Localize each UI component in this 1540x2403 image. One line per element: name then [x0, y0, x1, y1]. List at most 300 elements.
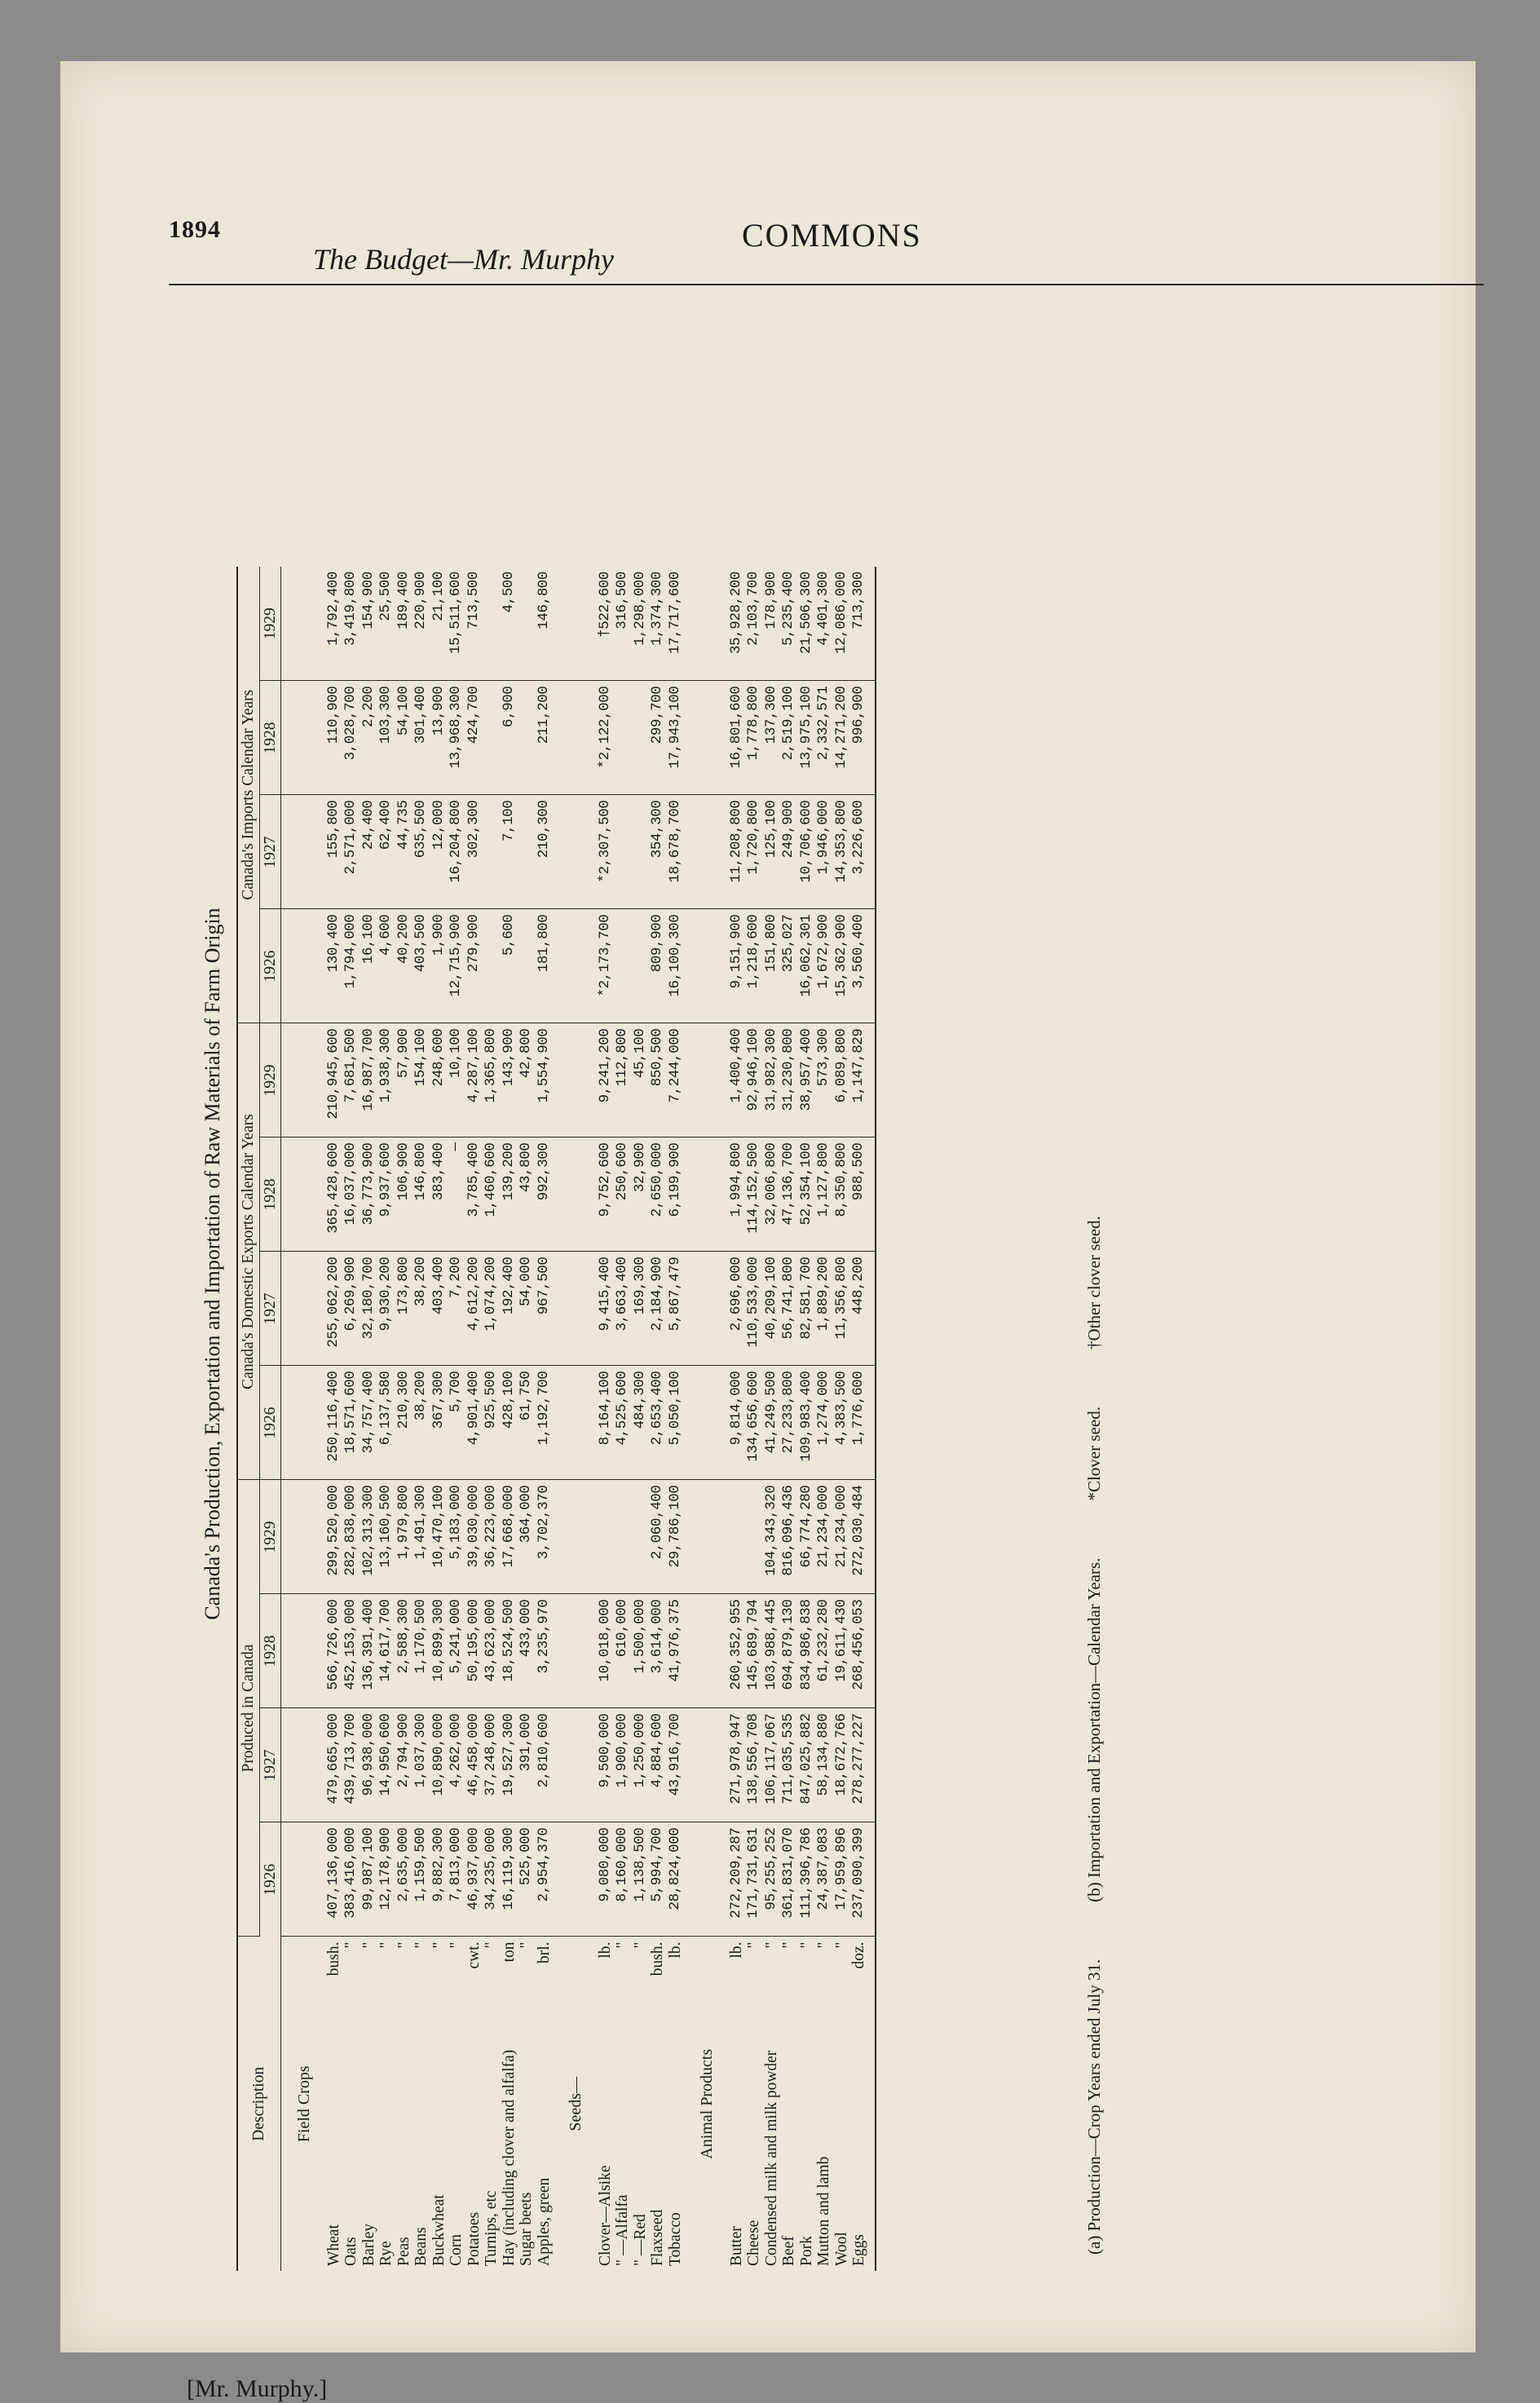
row-unit: ": [815, 1941, 832, 1949]
row-unit: doz.: [850, 1937, 876, 1986]
cell-produced: 260,352,955: [728, 1594, 746, 1708]
header-produced: Produced in Canada: [237, 1480, 259, 1937]
cell-exports: 38,200: [413, 1366, 430, 1480]
cell-produced: 566,726,000: [325, 1594, 343, 1708]
cell-produced: 1,491,300: [413, 1480, 430, 1594]
cell-produced: 5,183,000: [448, 1480, 466, 1594]
cell-exports: 47,136,700: [780, 1137, 798, 1252]
cell-imports: 13,968,300: [448, 681, 466, 795]
row-unit: cwt.: [465, 1941, 483, 1969]
cell-imports: 3,028,700: [342, 681, 360, 795]
speaker-tag: [Mr. Murphy.]: [187, 2375, 328, 2402]
cell-imports: [614, 909, 632, 1023]
row-description: Corn: [448, 2234, 465, 2266]
footnote: †Other clover seed.: [1084, 1216, 1104, 1350]
cell-imports: [518, 681, 536, 795]
cell-imports: [632, 681, 650, 795]
cell-exports: 27,233,800: [780, 1366, 798, 1480]
cell-exports: 11,356,800: [833, 1252, 851, 1366]
cell-exports: 92,946,100: [745, 1023, 763, 1137]
cell-imports: 13,900: [430, 681, 448, 795]
row-unit: ": [631, 1941, 649, 1949]
cell-imports: [614, 681, 632, 795]
cell-exports: 56,741,800: [780, 1252, 798, 1366]
section-spacer-cell: [684, 1252, 728, 1366]
section-spacer-cell: [684, 1822, 728, 1937]
cell-exports: —: [448, 1137, 466, 1252]
cell-imports: 178,900: [763, 567, 781, 681]
cell-produced: 272,030,484: [850, 1480, 876, 1594]
table-row: [430, 567, 448, 2271]
header-year-exports: 1929: [259, 1023, 281, 1137]
cell-imports: 16,100: [360, 909, 378, 1023]
cell-imports: 1,794,000: [342, 909, 360, 1023]
cell-exports: 42,800: [518, 1023, 536, 1137]
cell-exports: 54,000: [518, 1252, 536, 1366]
cell-exports: 169,300: [632, 1252, 650, 1366]
cell-exports: 82,581,700: [798, 1252, 816, 1366]
cell-imports: 1,218,600: [745, 909, 763, 1023]
cell-produced: 1,170,500: [413, 1594, 430, 1708]
cell-produced: 816,096,436: [780, 1480, 798, 1594]
cell-imports: 2,332,571: [815, 681, 833, 795]
cell-produced: 1,159,500: [413, 1822, 430, 1937]
cell-produced: 10,890,000: [430, 1708, 448, 1822]
row-description: Wool: [832, 2232, 850, 2266]
cell-exports: 850,500: [649, 1023, 667, 1137]
row-description: " —Alfalfa: [614, 2194, 631, 2266]
section-spacer-cell: [553, 1594, 597, 1708]
table-row: [833, 567, 851, 2271]
cell-exports: 16,987,700: [360, 1023, 378, 1137]
row-description: Oats: [342, 2237, 360, 2266]
cell-exports: 41,249,500: [763, 1366, 781, 1480]
row-unit: ": [745, 1941, 762, 1949]
cell-imports: 12,086,000: [833, 567, 851, 681]
section-spacer-cell: [553, 1708, 597, 1822]
cell-imports: 110,900: [325, 681, 343, 795]
table-row: [745, 567, 763, 2271]
cell-produced: 10,470,100: [430, 1480, 448, 1594]
table-row: [780, 567, 798, 2271]
row-unit: ": [832, 1941, 850, 1949]
cell-exports: 250,600: [614, 1137, 632, 1252]
cell-exports: 16,037,000: [342, 1137, 360, 1252]
section-spacer-cell: [553, 1366, 597, 1480]
cell-imports: 299,700: [649, 681, 667, 795]
table-row: [448, 567, 466, 2271]
cell-imports: 16,100,300: [667, 909, 685, 1023]
row-description: Hay (including clover and alfalfa): [500, 2049, 518, 2266]
cell-imports: [518, 909, 536, 1023]
cell-produced: 21,234,000: [833, 1480, 851, 1594]
cell-produced: 36,223,000: [483, 1480, 501, 1594]
cell-produced: 21,234,000: [815, 1480, 833, 1594]
cell-imports: 125,100: [763, 795, 781, 909]
section-row: [684, 567, 728, 2271]
house-heading: COMMONS: [742, 217, 922, 254]
row-unit: ": [430, 1941, 448, 1949]
cell-produced: 24,387,083: [815, 1822, 833, 1937]
cell-imports: 354,300: [649, 795, 667, 909]
section-spacer-cell: [684, 1480, 728, 1594]
header-imports: Canada's Imports Calendar Years: [237, 567, 259, 1023]
cell-produced: [597, 1480, 615, 1594]
cell-exports: 2,696,000: [728, 1252, 746, 1366]
cell-imports: 103,300: [377, 681, 395, 795]
cell-exports: 139,200: [501, 1137, 518, 1252]
cell-exports: 32,900: [632, 1137, 650, 1252]
cell-exports: 52,354,100: [798, 1137, 816, 1252]
cell-imports: 154,900: [360, 567, 378, 681]
cell-imports: 1,778,800: [745, 681, 763, 795]
cell-exports: 9,415,400: [597, 1252, 615, 1366]
section-spacer-cell: [684, 1594, 728, 1708]
cell-imports: 424,700: [466, 681, 483, 795]
cell-produced: [745, 1480, 763, 1594]
cell-exports: 38,957,400: [798, 1023, 816, 1137]
row-description: Rye: [377, 2241, 395, 2266]
row-unit: ": [614, 1941, 631, 1949]
cell-produced: 37,248,000: [483, 1708, 501, 1822]
table-caption: Canada's Production, Exportation and Importation of Raw Materials of Farm Origin: [201, 908, 224, 1620]
cell-produced: 46,458,000: [466, 1708, 483, 1822]
cell-imports: 3,226,600: [850, 795, 876, 909]
table-footnotes: [1084, 265, 1105, 2255]
cell-imports: 713,300: [850, 567, 876, 681]
cell-exports: 255,062,200: [325, 1252, 343, 1366]
cell-produced: 834,986,838: [798, 1594, 816, 1708]
section-spacer-cell: [684, 1366, 728, 1480]
cell-produced: 5,994,700: [649, 1822, 667, 1937]
cell-produced: 4,884,600: [649, 1708, 667, 1822]
section-spacer-cell: [281, 909, 325, 1023]
cell-exports: 367,300: [430, 1366, 448, 1480]
header-year-produced: 1927: [259, 1708, 281, 1822]
cell-exports: 1,127,800: [815, 1137, 833, 1252]
cell-produced: 1,500,000: [632, 1594, 650, 1708]
table-row: [325, 567, 343, 2271]
cell-exports: 448,200: [850, 1252, 876, 1366]
row-unit: brl.: [535, 1941, 553, 1964]
page-number: 1894: [169, 216, 221, 243]
row-description: Potatoes: [465, 2211, 483, 2266]
section-spacer-cell: [553, 567, 597, 681]
cell-produced: 138,556,708: [745, 1708, 763, 1822]
cell-produced: 9,882,300: [430, 1822, 448, 1937]
row-unit: lb.: [727, 1941, 745, 1959]
cell-imports: 4,600: [377, 909, 395, 1023]
table-row: [466, 567, 483, 2271]
cell-produced: 3,235,970: [536, 1594, 554, 1708]
row-unit: lb.: [596, 1941, 614, 1959]
section-spacer-cell: [684, 1023, 728, 1137]
cell-exports: 9,814,000: [728, 1366, 746, 1480]
cell-imports: 11,208,800: [728, 795, 746, 909]
cell-produced: 1,979,800: [395, 1480, 413, 1594]
table-row: [377, 567, 395, 2271]
table-row: [614, 567, 632, 2271]
cell-produced: 711,035,535: [780, 1708, 798, 1822]
cell-produced: 2,060,400: [649, 1480, 667, 1594]
cell-produced: 694,879,130: [780, 1594, 798, 1708]
cell-imports: 146,800: [536, 567, 554, 681]
row-description: Wheat: [324, 2224, 342, 2266]
cell-imports: 1,374,300: [649, 567, 667, 681]
header-description: Description: [237, 1937, 281, 2271]
rotated-table-block: [201, 257, 1141, 2271]
cell-imports: 210,300: [536, 795, 554, 909]
cell-exports: 1,274,000: [815, 1366, 833, 1480]
header-exports: Canada's Domestic Exports Calendar Years: [237, 1023, 259, 1480]
row-description: Clover—Alsike: [596, 2165, 614, 2266]
cell-exports: 18,571,600: [342, 1366, 360, 1480]
cell-exports: 9,930,200: [377, 1252, 395, 1366]
row-unit: ": [762, 1941, 780, 1949]
cell-exports: 38,200: [413, 1252, 430, 1366]
cell-produced: 278,277,227: [850, 1708, 876, 1822]
cell-produced: 50,195,000: [466, 1594, 483, 1708]
cell-exports: 40,209,100: [763, 1252, 781, 1366]
cell-produced: 9,500,000: [597, 1708, 615, 1822]
cell-exports: 248,600: [430, 1023, 448, 1137]
cell-produced: 136,391,400: [360, 1594, 378, 1708]
table-row: [360, 567, 378, 2271]
row-description: Eggs: [850, 1986, 876, 2271]
row-description: Peas: [395, 2237, 413, 2266]
header-year-exports: 1928: [259, 1137, 281, 1252]
cell-exports: 173,800: [395, 1252, 413, 1366]
cell-exports: 9,937,600: [377, 1137, 395, 1252]
cell-imports: 279,900: [466, 909, 483, 1023]
section-spacer-cell: [553, 1822, 597, 1937]
cell-produced: 2,954,370: [536, 1822, 554, 1937]
cell-imports: 7,100: [501, 795, 518, 909]
cell-exports: 7,200: [448, 1252, 466, 1366]
cell-produced: 39,030,000: [466, 1480, 483, 1594]
row-description: Condensed milk and milk powder: [762, 2050, 780, 2266]
cell-produced: 111,396,786: [798, 1822, 816, 1937]
cell-imports: 16,204,800: [448, 795, 466, 909]
cell-exports: 1,400,400: [728, 1023, 746, 1137]
cell-produced: 847,025,882: [798, 1708, 816, 1822]
row-description: Buckwheat: [430, 2194, 448, 2266]
cell-exports: 9,752,600: [597, 1137, 615, 1252]
cell-exports: 3,785,400: [466, 1137, 483, 1252]
cell-imports: 16,062,301: [798, 909, 816, 1023]
cell-exports: 383,400: [430, 1137, 448, 1252]
cell-exports: 403,400: [430, 1252, 448, 1366]
cell-produced: 14,617,700: [377, 1594, 395, 1708]
cell-exports: 9,241,200: [597, 1023, 615, 1137]
table-row: [483, 567, 501, 2271]
cell-produced: 14,950,600: [377, 1708, 395, 1822]
cell-produced: 479,665,000: [325, 1708, 343, 1822]
header-year-imports: 1929: [259, 567, 281, 681]
cell-produced: 3,702,370: [536, 1480, 554, 1594]
cell-exports: 6,269,900: [342, 1252, 360, 1366]
cell-produced: 19,611,430: [833, 1594, 851, 1708]
cell-produced: 102,313,300: [360, 1480, 378, 1594]
section-spacer-cell: [553, 1137, 597, 1252]
cell-produced: 58,134,880: [815, 1708, 833, 1822]
cell-produced: 364,000: [518, 1480, 536, 1594]
cell-imports: [483, 567, 501, 681]
header-year-imports: 1927: [259, 795, 281, 909]
cell-imports: 18,678,700: [667, 795, 685, 909]
cell-imports: 249,900: [780, 795, 798, 909]
cell-exports: 45,100: [632, 1023, 650, 1137]
cell-imports: 1,946,000: [815, 795, 833, 909]
cell-exports: 1,994,800: [728, 1137, 746, 1252]
cell-imports: 10,706,600: [798, 795, 816, 909]
cell-imports: *2,173,700: [597, 909, 615, 1023]
cell-imports: 301,400: [413, 681, 430, 795]
cell-imports: 44,735: [395, 795, 413, 909]
footnote: (b) Importation and Exportation—Calendar Years.: [1084, 1557, 1104, 1902]
row-description: Beef: [780, 2236, 797, 2266]
cell-produced: 2,794,900: [395, 1708, 413, 1822]
cell-exports: 112,800: [614, 1023, 632, 1137]
cell-imports: 21,100: [430, 567, 448, 681]
cell-exports: 4,383,500: [833, 1366, 851, 1480]
cell-exports: 7,681,500: [342, 1023, 360, 1137]
header-year-produced: 1929: [259, 1480, 281, 1594]
section-row: [281, 567, 325, 2271]
cell-imports: 220,900: [413, 567, 430, 681]
cell-exports: 36,773,900: [360, 1137, 378, 1252]
section-spacer-cell: [553, 1480, 597, 1594]
cell-produced: 2,635,000: [395, 1822, 413, 1937]
cell-imports: 12,000: [430, 795, 448, 909]
cell-imports: 1,672,900: [815, 909, 833, 1023]
cell-imports: 17,943,100: [667, 681, 685, 795]
cell-exports: 1,938,300: [377, 1023, 395, 1137]
running-title: The Budget—Mr. Murphy: [313, 243, 614, 276]
table-row: [342, 567, 360, 2271]
cell-imports: 3,560,400: [850, 909, 876, 1023]
cell-imports: 1,792,400: [325, 567, 343, 681]
section-spacer-cell: [684, 1137, 728, 1252]
cell-produced: 104,343,320: [763, 1480, 781, 1594]
cell-imports: 137,300: [763, 681, 781, 795]
cell-exports: 210,300: [395, 1366, 413, 1480]
cell-exports: 32,006,800: [763, 1137, 781, 1252]
cell-imports: 2,103,700: [745, 567, 763, 681]
cell-produced: 282,838,000: [342, 1480, 360, 1594]
row-unit: bush.: [649, 1941, 666, 1977]
cell-produced: 1,900,000: [614, 1708, 632, 1822]
cell-produced: 1,250,000: [632, 1708, 650, 1822]
cell-produced: 4,262,000: [448, 1708, 466, 1822]
section-spacer-cell: [684, 567, 728, 681]
cell-imports: [632, 795, 650, 909]
cell-exports: 114,152,500: [745, 1137, 763, 1252]
row-unit: ": [413, 1941, 430, 1949]
cell-imports: 6,900: [501, 681, 518, 795]
cell-imports: 1,720,800: [745, 795, 763, 909]
cell-imports: 211,200: [536, 681, 554, 795]
cell-imports: 713,500: [466, 567, 483, 681]
table-row: [413, 567, 430, 2271]
header-year-imports: 1928: [259, 681, 281, 795]
cell-produced: 145,689,794: [745, 1594, 763, 1708]
table-row: [815, 567, 833, 2271]
cell-exports: 1,074,200: [483, 1252, 501, 1366]
cell-exports: 1,192,700: [536, 1366, 554, 1480]
cell-exports: 1,554,900: [536, 1023, 554, 1137]
statistics-table: [236, 567, 876, 2271]
cell-produced: 1,037,300: [413, 1708, 430, 1822]
cell-produced: 383,416,000: [342, 1822, 360, 1937]
cell-imports: 1,298,000: [632, 567, 650, 681]
cell-imports: 181,800: [536, 909, 554, 1023]
cell-produced: 361,831,070: [780, 1822, 798, 1937]
cell-imports: 62,400: [377, 795, 395, 909]
cell-produced: 407,136,000: [325, 1822, 343, 1937]
row-unit: bush.: [324, 1941, 342, 1977]
cell-exports: 5,050,100: [667, 1366, 685, 1480]
cell-exports: 109,983,400: [798, 1366, 816, 1480]
cell-produced: 16,119,300: [501, 1822, 518, 1937]
cell-exports: 110,533,000: [745, 1252, 763, 1366]
cell-produced: 8,160,000: [614, 1822, 632, 1937]
cell-produced: 96,938,000: [360, 1708, 378, 1822]
cell-produced: 9,080,000: [597, 1822, 615, 1937]
section-spacer-cell: [281, 1480, 325, 1594]
cell-imports: 189,400: [395, 567, 413, 681]
section-title: Seeds—: [567, 2076, 585, 2131]
cell-produced: 452,153,000: [342, 1594, 360, 1708]
row-unit: ": [780, 1941, 797, 1949]
cell-exports: 3,663,400: [614, 1252, 632, 1366]
cell-exports: 1,776,600: [850, 1366, 876, 1480]
section-spacer-cell: [281, 567, 325, 681]
cell-produced: 34,235,000: [483, 1822, 501, 1937]
section-spacer-cell: [281, 1366, 325, 1480]
header-year-exports: 1927: [259, 1252, 281, 1366]
row-description: Sugar beets: [518, 2192, 535, 2266]
cell-imports: [614, 795, 632, 909]
cell-exports: 573,300: [815, 1023, 833, 1137]
cell-produced: 5,241,000: [448, 1594, 466, 1708]
cell-exports: 365,428,600: [325, 1137, 343, 1252]
cell-imports: 325,027: [780, 909, 798, 1023]
section-spacer-cell: [684, 795, 728, 909]
cell-imports: 403,500: [413, 909, 430, 1023]
cell-exports: 4,612,200: [466, 1252, 483, 1366]
cell-produced: 66,774,280: [798, 1480, 816, 1594]
cell-produced: 12,178,900: [377, 1822, 395, 1937]
cell-imports: [483, 795, 501, 909]
row-description: Tobacco: [666, 2212, 684, 2266]
table-row: [763, 567, 781, 2271]
row-description: Apples, green: [535, 2177, 553, 2266]
cell-produced: 3,614,000: [649, 1594, 667, 1708]
table-body: [281, 567, 876, 2271]
cell-produced: [728, 1480, 746, 1594]
cell-produced: 103,988,445: [763, 1594, 781, 1708]
cell-produced: [632, 1480, 650, 1594]
cell-produced: 271,978,947: [728, 1708, 746, 1822]
cell-imports: 302,300: [466, 795, 483, 909]
row-unit: ": [797, 1941, 815, 1949]
table-row: [518, 567, 536, 2271]
section-row: [553, 567, 597, 2271]
cell-exports: 146,800: [413, 1137, 430, 1252]
cell-produced: 10,899,300: [430, 1594, 448, 1708]
cell-produced: 171,731,631: [745, 1822, 763, 1937]
